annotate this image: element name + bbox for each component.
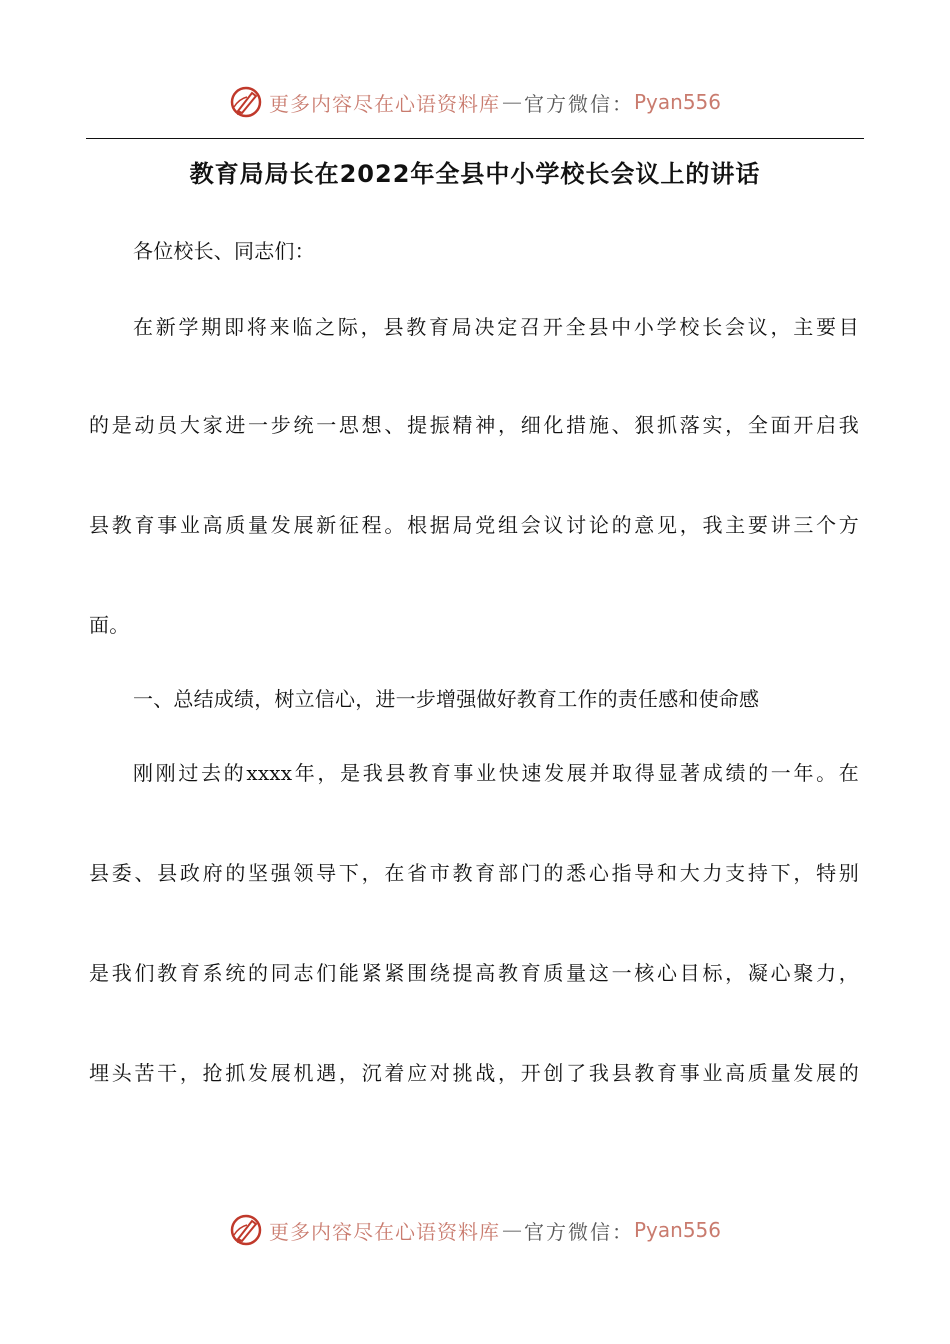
- body-line: 在新学期即将来临之际，县教育局决定召开全县中小学校长会议，主要目: [133, 315, 859, 339]
- header-divider: [86, 138, 864, 139]
- body-line: 县教育事业高质量发展新征程。根据局党组会议讨论的意见，我主要讲三个方: [89, 513, 859, 537]
- banner-wechat-id: Pyan556: [633, 1218, 721, 1242]
- banner-slogan: 更多内容尽在心语资料库: [268, 91, 500, 116]
- body-line: 县委、县政府的坚强领导下，在省市教育部门的悉心指导和大力支持下，特别: [89, 861, 859, 885]
- banner-wechat-id: Pyan556: [633, 90, 721, 114]
- salutation-line: 各位校长、同志们：: [133, 239, 315, 263]
- pen-nib-logo-icon: [229, 85, 263, 119]
- banner-wechat-label: 官方微信：: [523, 1219, 634, 1244]
- body-line: 埋头苦干，抢抓发展机遇，沉着应对挑战，开创了我县教育事业高质量发展的: [89, 1061, 859, 1085]
- body-line: 的是动员大家进一步统一思想、提振精神，细化措施、狠抓落实，全面开启我: [89, 413, 859, 437]
- footer-banner: [0, 1208, 950, 1252]
- body-line: 刚刚过去的xxxx年，是我县教育事业快速发展并取得显著成绩的一年。在: [133, 761, 859, 785]
- header-banner: [0, 80, 950, 124]
- banner-wechat-label: 官方微信：: [523, 91, 634, 116]
- banner-dash: —: [501, 90, 522, 114]
- body-line: 面。: [89, 613, 130, 637]
- pen-nib-logo-icon: [229, 1213, 263, 1247]
- document-title: 教育局局长在2022年全县中小学校长会议上的讲话: [189, 160, 761, 188]
- section-heading: 一、总结成绩，树立信心，进一步增强做好教育工作的责任感和使命感: [133, 687, 760, 711]
- body-line: 是我们教育系统的同志们能紧紧围绕提高教育质量这一核心目标，凝心聚力，: [89, 961, 859, 985]
- banner-slogan: 更多内容尽在心语资料库: [268, 1219, 500, 1244]
- banner-dash: —: [501, 1218, 522, 1242]
